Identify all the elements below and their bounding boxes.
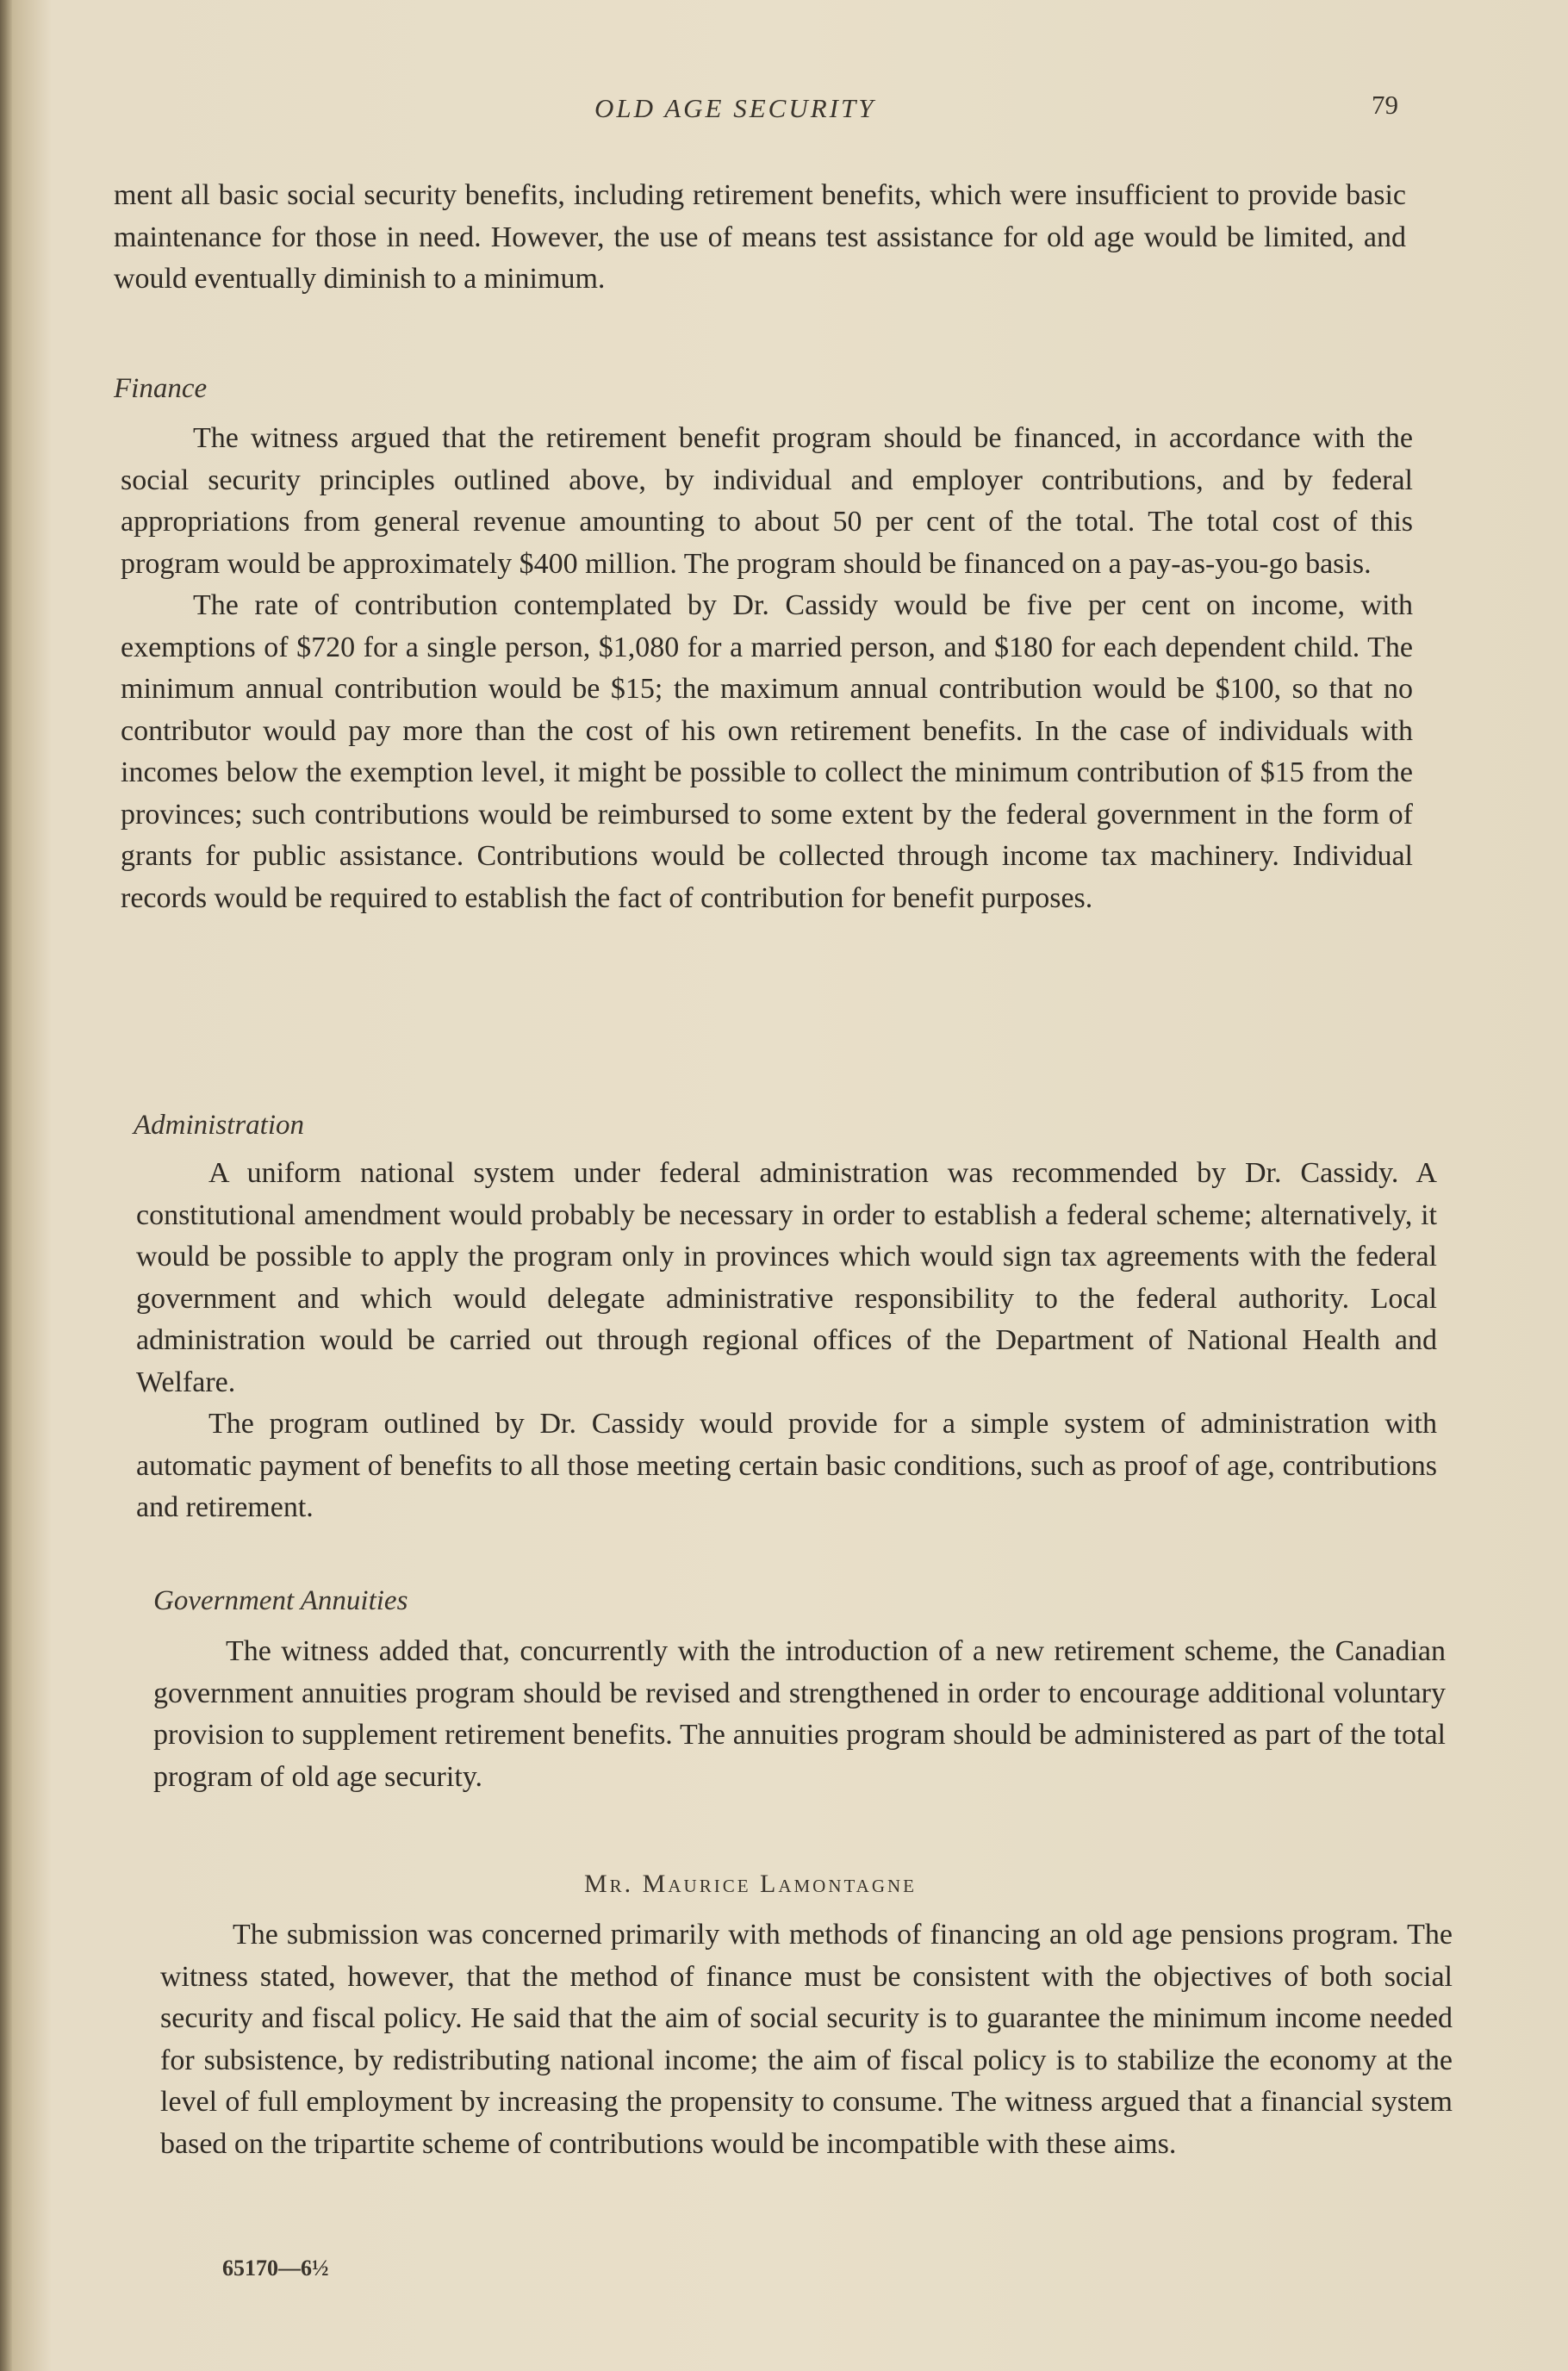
paragraph: A uniform national system under federal administration was recommended by Dr. Cassidy. A constitutional amendment would probably be necessary in order to establish a federal scheme; alternatively, it would be possible to apply the program only in provinces which would sign tax agreements with the federal government and which would delegate administrative responsibility to the federal authority. Local administration would be carried out through regional offices of the Department of National Health and Welfare. [136,1157,1437,1398]
paragraph: The witness added that, concurrently with the introduction of a new retirement scheme, the Canadian government annuities program should be revised and strengthened in order to encourage additional voluntary provision to supplement retirement benefits. The annuities program should be administered as part of the total program of old age security. [153,1635,1446,1793]
finance-section [121,418,1413,919]
paragraph: The rate of contribution contemplated by Dr. Cassidy would be five per cent on income, with exemptions of $720 for a single person, $1,080 for a married person, and $180 for each dependent child. The minimum annual contribution would be $15; the maximum annual contribution would be $100, so that no contributor would pay more than the cost of his own retirement benefits. In the case of individuals with incomes below the exemption level, it might be possible to collect the minimum contribution of $15 from the provinces; such contributions would be reimbursed to some extent by the federal government in the form of grants for public assistance. Contributions would be collected through income tax machinery. Individual records would be required to establish the fact of contribution for benefit purposes. [121,589,1413,914]
section-heading-finance: Finance [114,373,208,404]
paragraph: The program outlined by Dr. Cassidy would provide for a simple system of administration with automatic payment of benefits to all those meeting certain basic conditions, such as proof of age, contributions and retirement. [136,1408,1437,1523]
section-heading-government-annuities: Government Annuities [153,1585,408,1616]
section-heading-administration: Administration [134,1110,305,1141]
running-head: OLD AGE SECURITY [594,93,876,123]
administration-section [136,1153,1437,1529]
page-number: 79 [1372,90,1398,120]
paragraph: ment all basic social security benefits, including retirement benefits, which were insufficient to provide basic maintenance for those in need. However, the use of means test assistance for old age would be limited, and would eventually diminish to a minimum. [114,179,1406,295]
government-annuities-section [153,1631,1446,1798]
intro-continuation [114,175,1406,301]
printer-code: 65170—6½ [222,2256,329,2281]
lamontagne-section [160,1914,1453,2165]
paragraph: The submission was concerned primarily with methods of financing an old age pensions program. The witness stated, however, that the method of finance must be consistent with the objectives of both social security and fiscal policy. He said that the aim of social security is to guarantee the minimum income needed for subsistence, by redistributing national income; the aim of fiscal policy is to stabilize the economy at the level of full employment by increasing the propensity to consume. The witness argued that a financial system based on the tripartite scheme of contributions would be incompatible with these aims. [160,1919,1453,2160]
paragraph: The witness argued that the retirement benefit program should be financed, in accordance with the social security principles outlined above, by individual and employer contributions, and by federal appropriations from general revenue amounting to about 50 per cent of the total. The total cost of this program would be approximately $400 million. The program should be financed on a pay-as-you-go basis. [121,422,1413,580]
section-heading-lamontagne: Mr. Maurice Lamontagne [584,1870,917,1898]
